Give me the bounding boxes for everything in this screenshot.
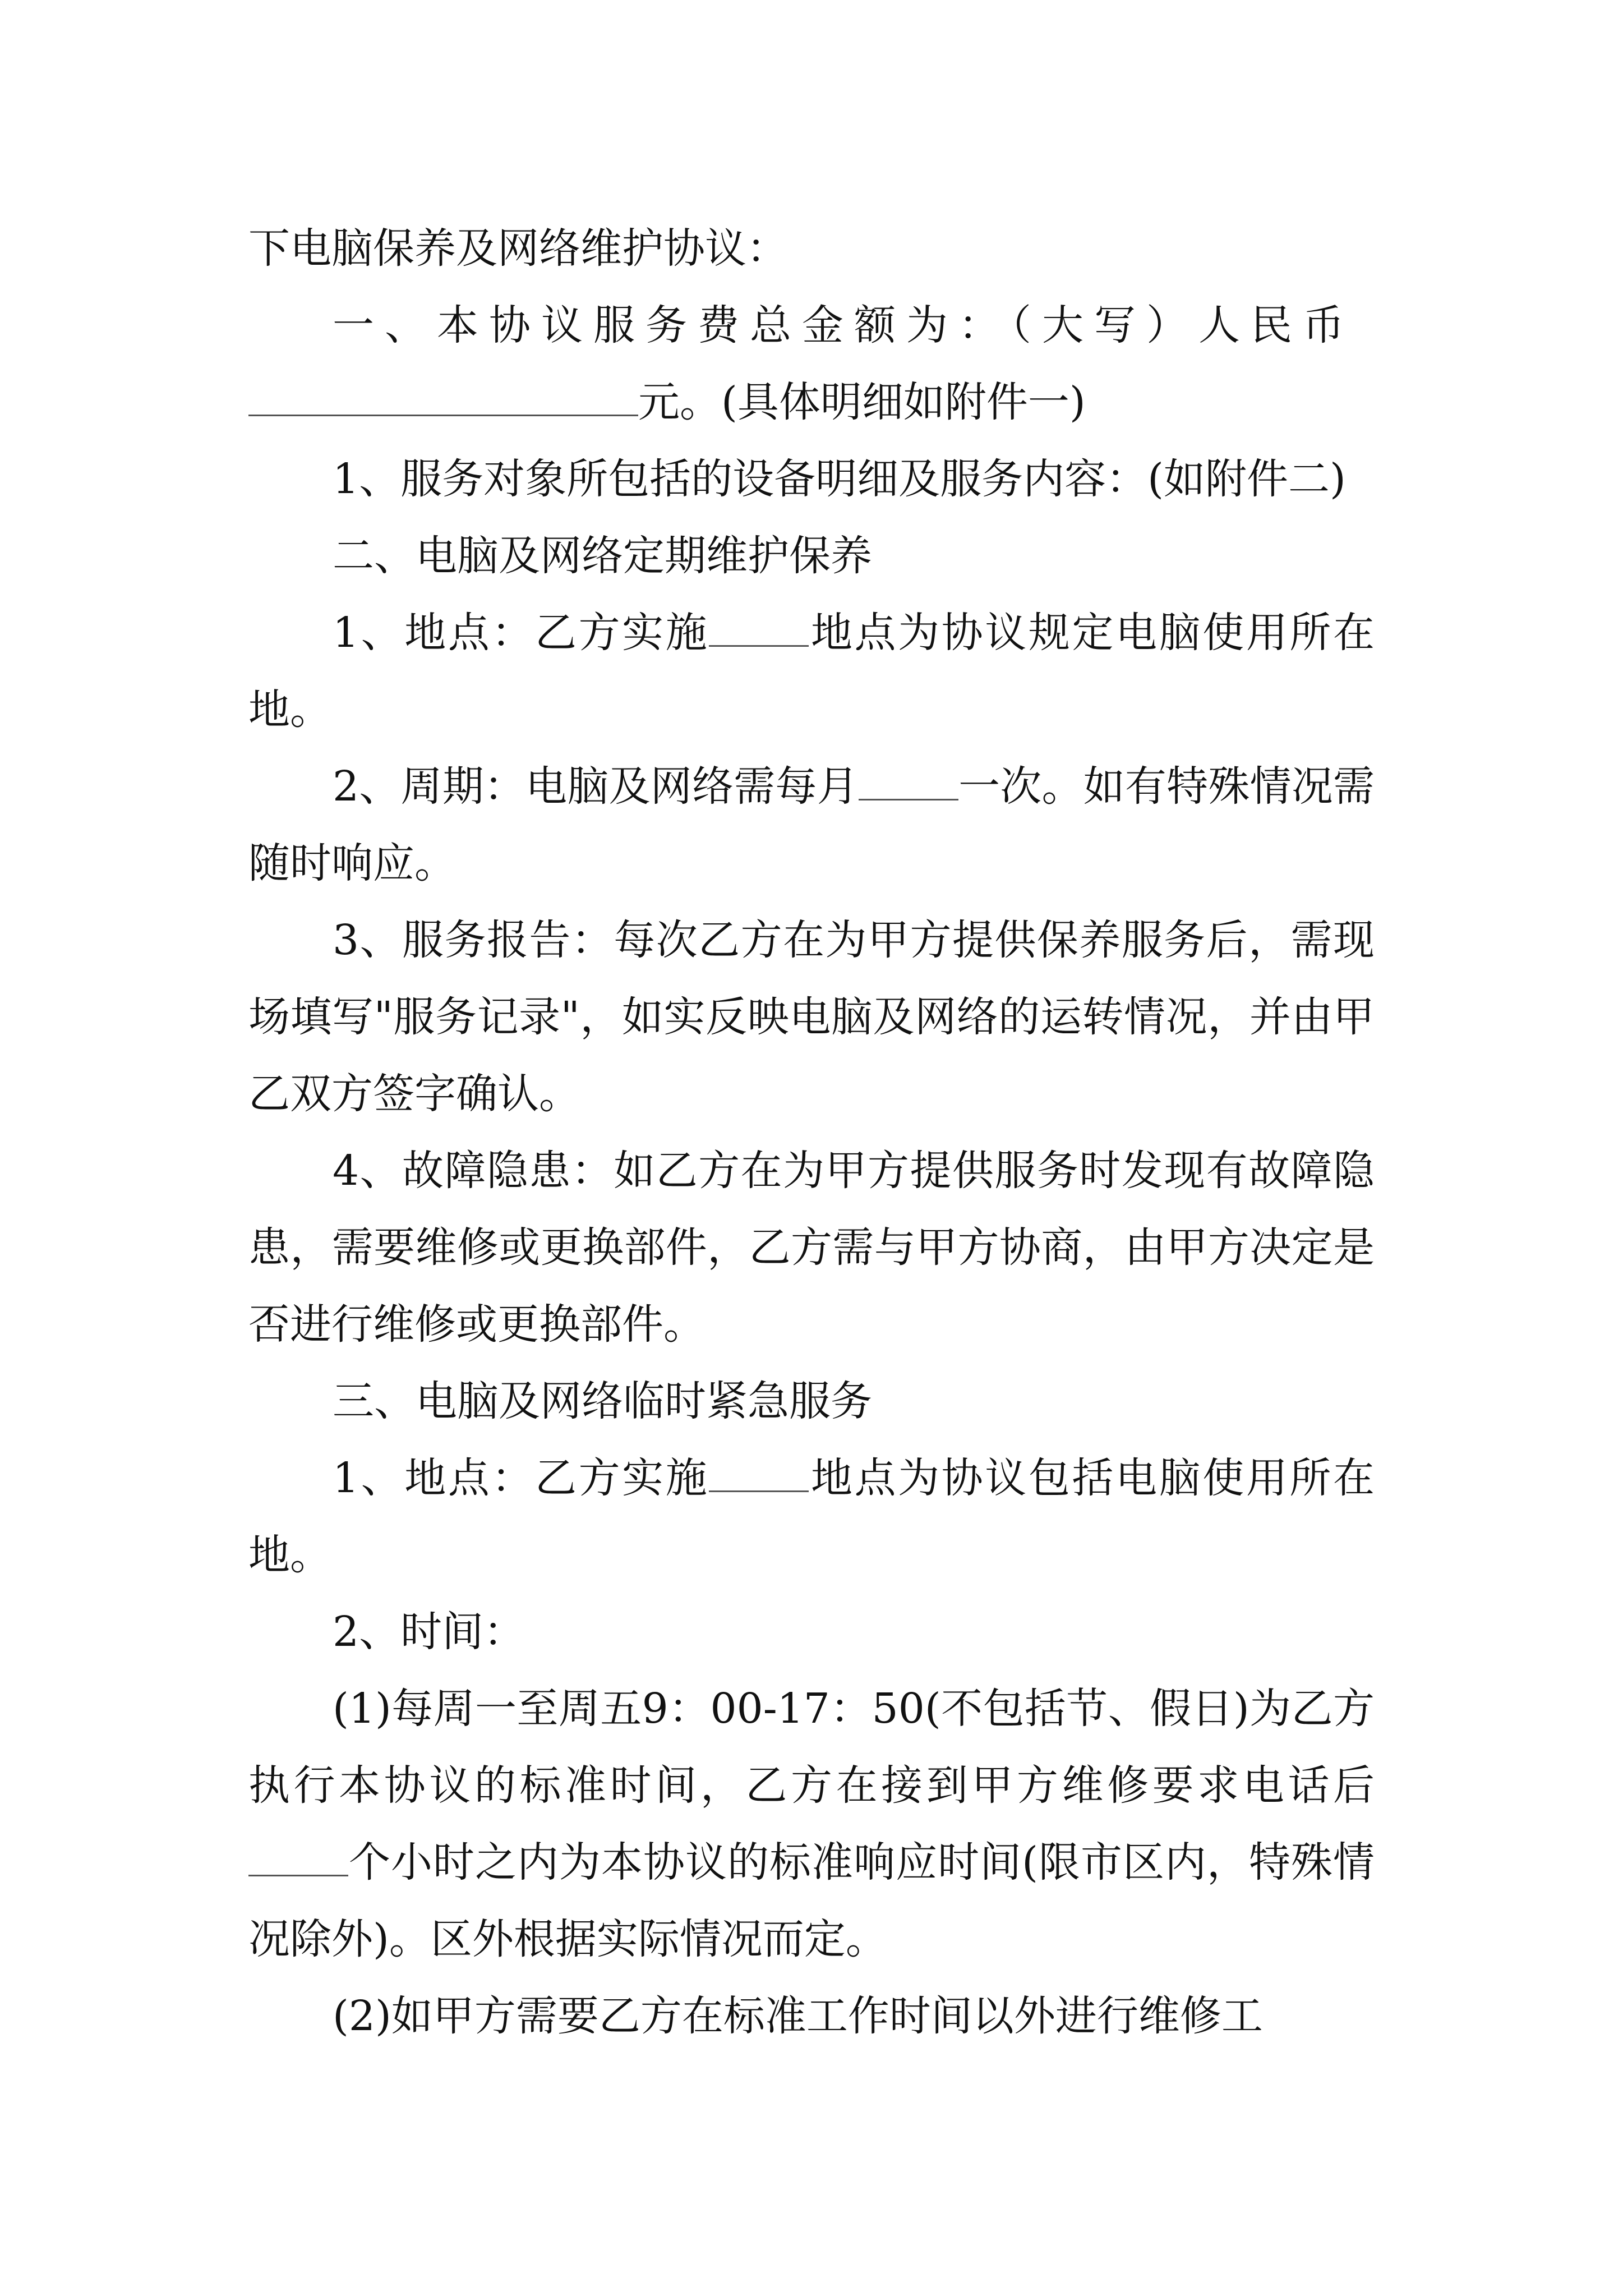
time-heading-text: 2、时间： xyxy=(333,1608,525,1656)
standard-time-clause xyxy=(248,1671,1375,1978)
amount-blank xyxy=(248,382,638,416)
response-hours-blank xyxy=(248,1842,348,1876)
period-text-b: 一次。如有特殊情况需随时响应。 xyxy=(248,762,1375,887)
emergency-location-clause xyxy=(248,1440,1375,1594)
location-clause xyxy=(248,595,1375,748)
section-3-text: 三、电脑及网络临时紧急服务 xyxy=(333,1377,872,1425)
service-report-clause xyxy=(248,902,1375,1133)
service-scope-text: 1、服务对象所包括的设备明细及服务内容：(如附件二) xyxy=(333,455,1346,503)
section-2-heading xyxy=(248,518,1375,595)
period-text-a: 2、周期：电脑及网络需每月 xyxy=(333,762,859,811)
intro-line xyxy=(248,210,1375,287)
location-text-a: 1、地点：乙方实施 xyxy=(333,609,709,657)
fault-text: 4、故障隐患：如乙方在为甲方提供服务时发现有故障隐患，需要维修或更换部件，乙方需与甲方协商，由甲方决定是否进行维修或更换部件。 xyxy=(248,1147,1375,1349)
clause-1-heading xyxy=(248,287,1375,364)
period-blank xyxy=(859,766,958,800)
section-2-text: 二、电脑及网络定期维护保养 xyxy=(333,532,872,580)
intro-text: 下电脑保养及网络维护协议： xyxy=(248,224,788,273)
emergency-location-text-a: 1、地点：乙方实施 xyxy=(333,1454,709,1502)
location-text-b: 地点为协议规定电脑使用所在地。 xyxy=(248,609,1375,734)
time-heading xyxy=(248,1594,1375,1671)
period-clause xyxy=(248,748,1375,902)
overtime-clause xyxy=(248,1978,1375,2055)
fault-clause xyxy=(248,1133,1375,1363)
standard-time-text-a: (1)每周一至周五9：00-17：50(不包括节、假日)为乙方执行本协议的标准时间，乙方在接到甲方维修要求电话后 xyxy=(248,1685,1375,1810)
amount-line xyxy=(248,364,1375,441)
standard-time-text-b: 个小时之内为本协议的标准响应时间(限市区内，特殊情况除外)。区外根据实际情况而定。 xyxy=(248,1838,1375,1963)
section-3-heading xyxy=(248,1363,1375,1440)
service-scope-line xyxy=(248,441,1375,518)
overtime-text: (2)如甲方需要乙方在标准工作时间以外进行维修工 xyxy=(333,1992,1263,2040)
clause-1-text: 一、本协议服务费总金额为：（大写）人民币 xyxy=(333,301,1355,349)
location-blank xyxy=(709,613,809,647)
emergency-location-blank xyxy=(709,1458,809,1492)
amount-text: 元。(具体明细如附件一) xyxy=(638,378,1086,426)
service-report-text: 3、服务报告：每次乙方在为甲方提供保养服务后，需现场填写"服务记录"，如实反映电脑及网络的运转情况，并由甲乙双方签字确认。 xyxy=(248,916,1375,1118)
document-body xyxy=(248,210,1375,2055)
emergency-location-text-b: 地点为协议包括电脑使用所在地。 xyxy=(248,1454,1375,1579)
